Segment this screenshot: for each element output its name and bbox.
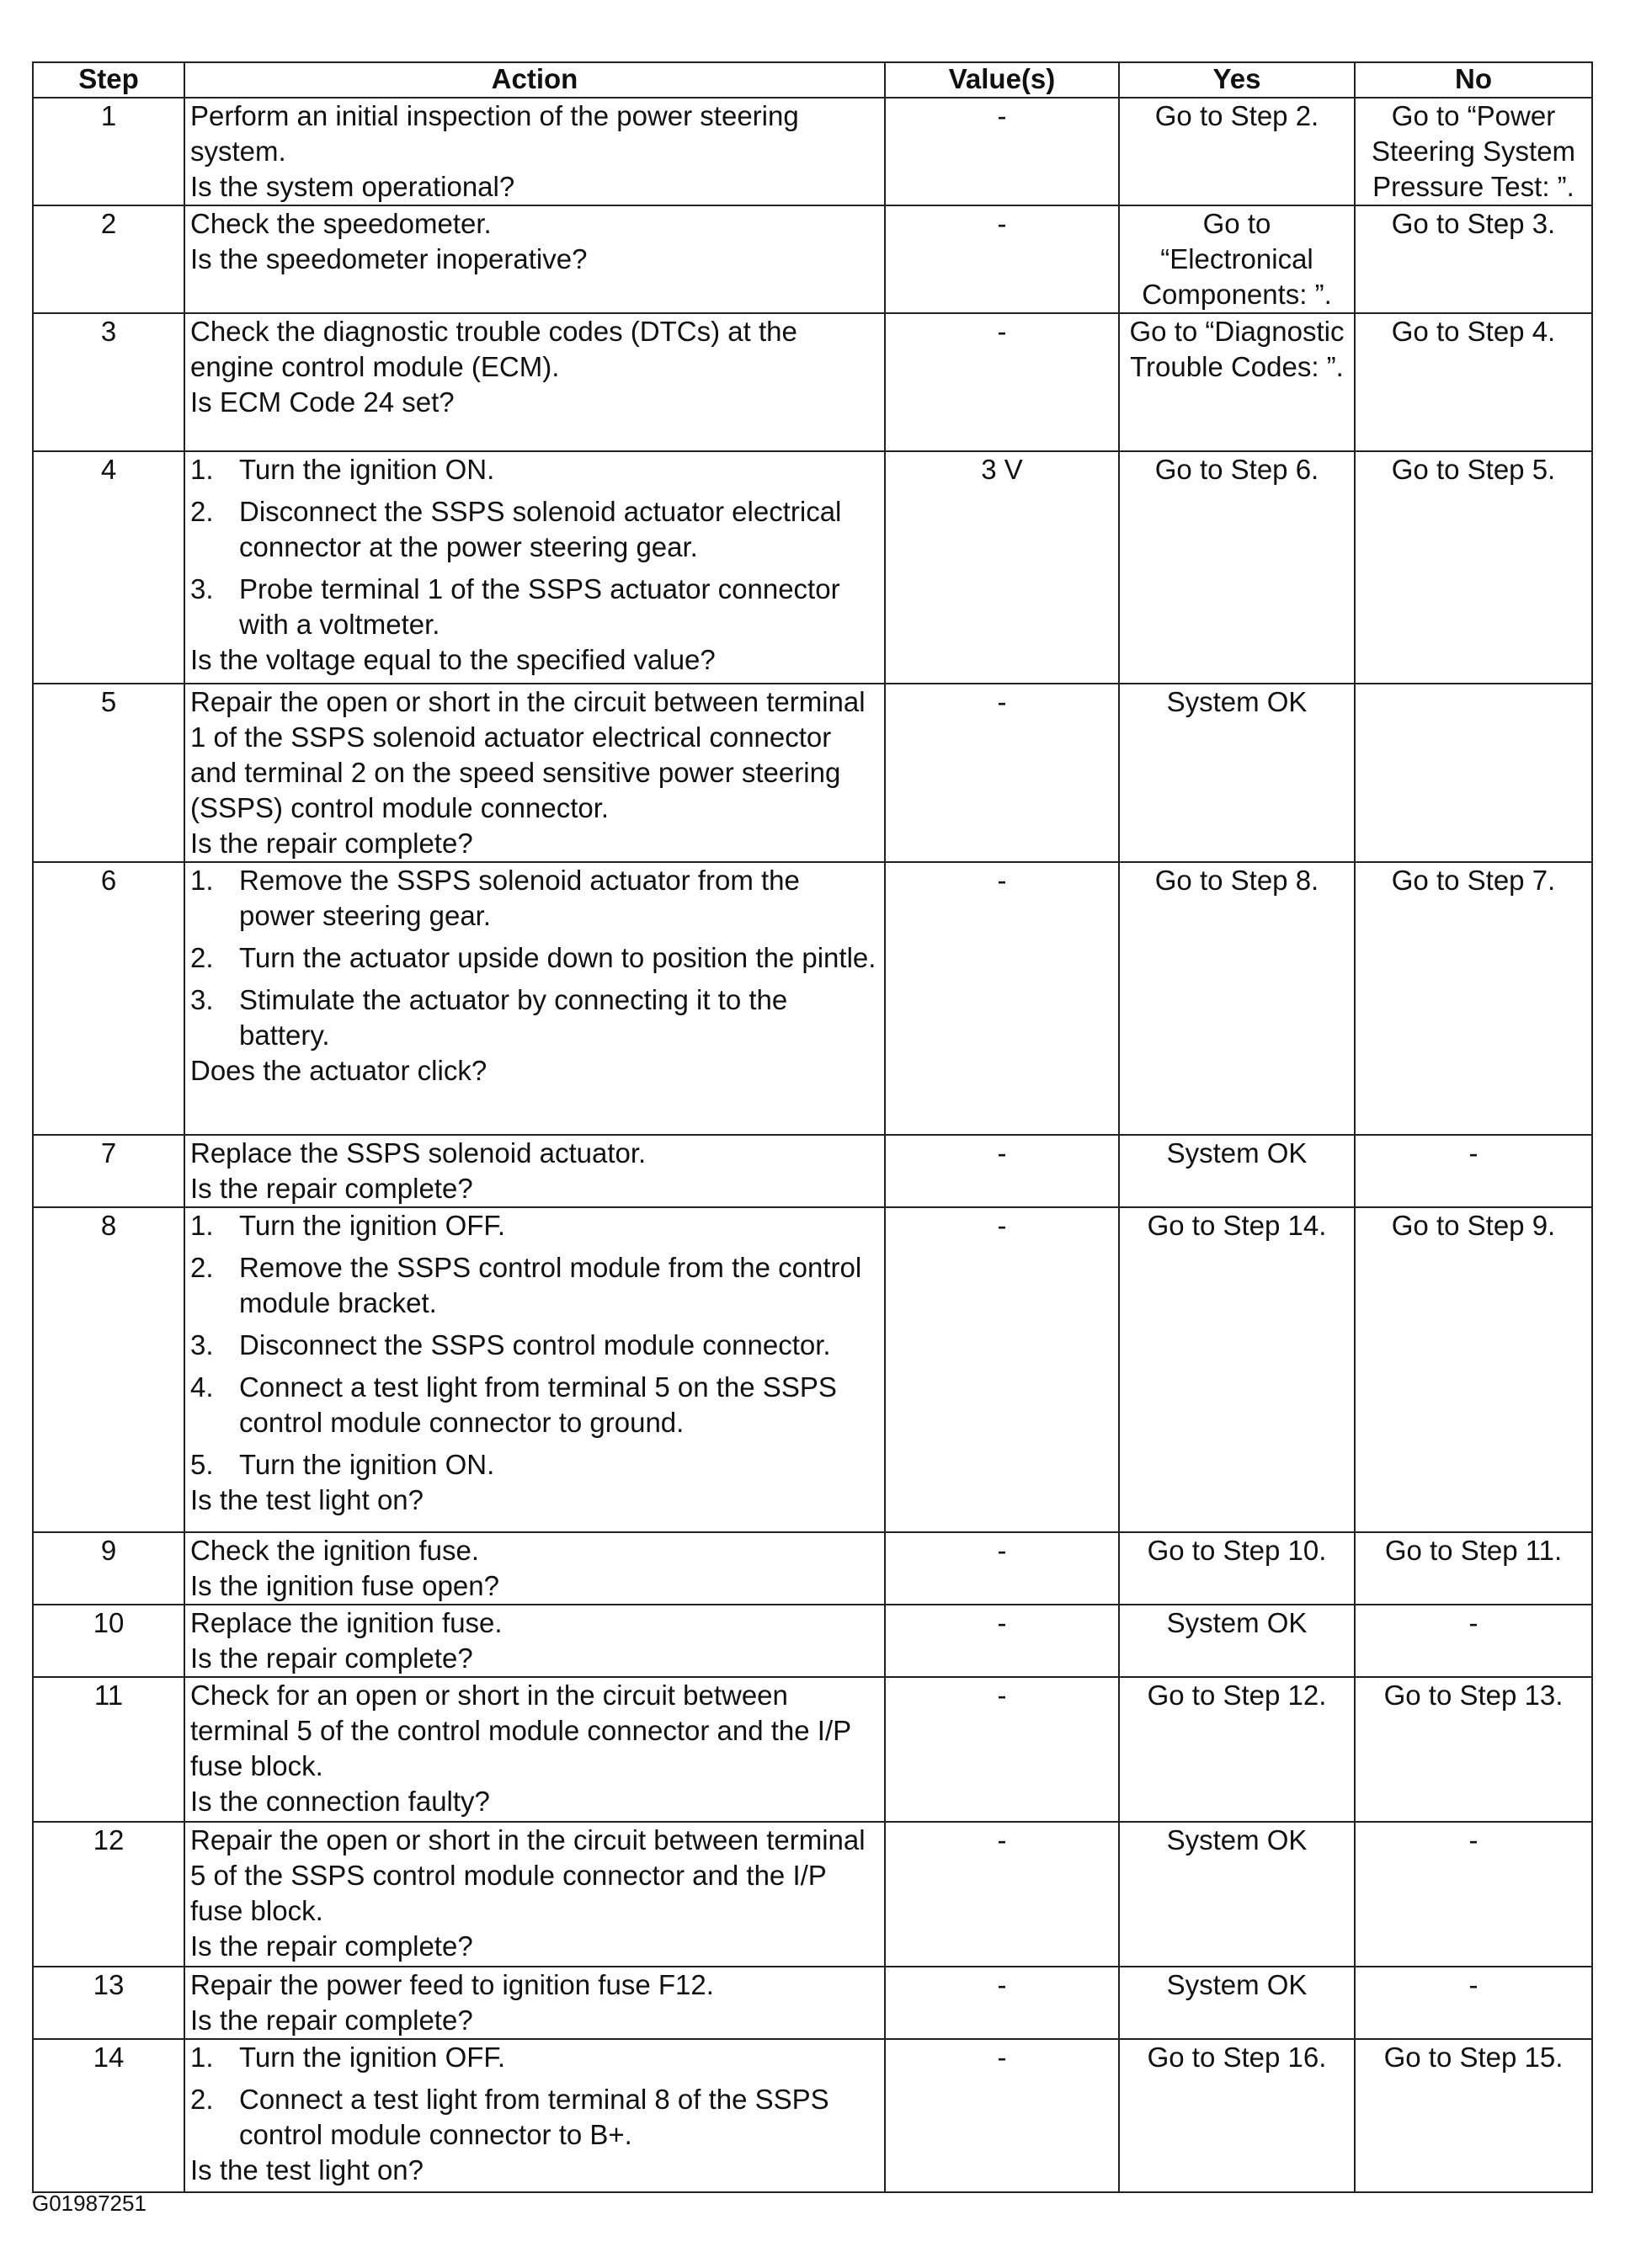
action-step-number: 4. bbox=[190, 1371, 214, 1403]
step-number: 13 bbox=[33, 1967, 184, 2039]
action-text: Repair the open or short in the circuit between terminal 5 of the SSPS control module connector and the I/P fuse block. bbox=[190, 1824, 866, 1926]
header-row bbox=[33, 62, 1592, 98]
action-question: Is the repair complete? bbox=[190, 1930, 473, 1962]
step-number: 10 bbox=[33, 1605, 184, 1677]
action-text: Replace the ignition fuse. bbox=[190, 1607, 503, 1638]
action-step-text: Turn the ignition ON. bbox=[239, 454, 495, 485]
value-cell: - bbox=[885, 2039, 1119, 2192]
action-step-number: 3. bbox=[190, 1329, 214, 1360]
value-cell: - bbox=[885, 1605, 1119, 1677]
action-step-text: Turn the ignition OFF. bbox=[239, 2042, 506, 2073]
value-cell: - bbox=[885, 313, 1119, 451]
value-cell: - bbox=[885, 684, 1119, 862]
no-cell: Go to Step 11. bbox=[1355, 1532, 1592, 1605]
action-question: Is the speedometer inoperative? bbox=[190, 243, 588, 274]
table-row bbox=[33, 1605, 1592, 1677]
action-step-item bbox=[190, 940, 879, 976]
action-question: Is the repair complete? bbox=[190, 1173, 473, 1204]
step-number: 8 bbox=[33, 1207, 184, 1532]
value-cell: - bbox=[885, 862, 1119, 1135]
action-cell bbox=[184, 98, 885, 205]
action-step-item bbox=[190, 1328, 879, 1363]
no-cell: - bbox=[1355, 1967, 1592, 2039]
action-step-number: 3. bbox=[190, 573, 214, 604]
yes-cell: Go to Step 2. bbox=[1119, 98, 1355, 205]
no-cell: - bbox=[1355, 1135, 1592, 1207]
action-cell bbox=[184, 1677, 885, 1822]
action-cell bbox=[184, 1135, 885, 1207]
action-step-item bbox=[190, 1208, 879, 1243]
no-cell: - bbox=[1355, 1822, 1592, 1967]
value-cell: - bbox=[885, 1822, 1119, 1967]
no-cell: Go to Step 3. bbox=[1355, 205, 1592, 313]
table-header bbox=[33, 62, 1592, 98]
action-step-number: 2. bbox=[190, 942, 214, 973]
value-cell: - bbox=[885, 98, 1119, 205]
table-row bbox=[33, 1822, 1592, 1967]
action-question: Is the test light on? bbox=[190, 1484, 424, 1515]
action-question: Is ECM Code 24 set? bbox=[190, 386, 455, 418]
action-steps-list bbox=[190, 452, 879, 642]
action-step-text: Probe terminal 1 of the SSPS actuator connector with a voltmeter. bbox=[239, 573, 840, 640]
yes-cell: System OK bbox=[1119, 1967, 1355, 2039]
step-number: 2 bbox=[33, 205, 184, 313]
action-question: Is the ignition fuse open? bbox=[190, 1570, 499, 1601]
action-question: Does the actuator click? bbox=[190, 1055, 488, 1086]
table-row bbox=[33, 1207, 1592, 1532]
step-number: 14 bbox=[33, 2039, 184, 2192]
step-number: 3 bbox=[33, 313, 184, 451]
value-cell: - bbox=[885, 1135, 1119, 1207]
table-row bbox=[33, 684, 1592, 862]
action-cell bbox=[184, 1207, 885, 1532]
figure-id: G01987251 bbox=[32, 2191, 147, 2216]
action-question: Is the system operational? bbox=[190, 171, 515, 202]
step-number: 12 bbox=[33, 1822, 184, 1967]
yes-cell: Go to “Electronical Components: ”. bbox=[1119, 205, 1355, 313]
action-step-item bbox=[190, 494, 879, 565]
action-step-number: 1. bbox=[190, 1210, 214, 1241]
action-step-text: Turn the ignition ON. bbox=[239, 1449, 495, 1480]
action-text: Repair the power feed to ignition fuse F12. bbox=[190, 1969, 714, 2000]
action-text: Check the speedometer. bbox=[190, 208, 492, 239]
action-text: Check the diagnostic trouble codes (DTCs) at the engine control module (ECM). bbox=[190, 316, 797, 382]
action-step-item bbox=[190, 863, 879, 934]
table-row bbox=[33, 205, 1592, 313]
table-row bbox=[33, 2039, 1592, 2192]
action-step-number: 2. bbox=[190, 2084, 214, 2115]
yes-cell: Go to Step 14. bbox=[1119, 1207, 1355, 1532]
action-step-item bbox=[190, 1370, 879, 1440]
action-question: Is the connection faulty? bbox=[190, 1786, 490, 1817]
no-cell: - bbox=[1355, 1605, 1592, 1677]
action-step-text: Remove the SSPS control module from the control module bracket. bbox=[239, 1252, 862, 1318]
yes-cell: Go to Step 6. bbox=[1119, 451, 1355, 684]
yes-cell: Go to Step 12. bbox=[1119, 1677, 1355, 1822]
action-question: Is the repair complete? bbox=[190, 2004, 473, 2036]
action-step-item bbox=[190, 2040, 879, 2075]
table-row bbox=[33, 1532, 1592, 1605]
action-step-text: Turn the ignition OFF. bbox=[239, 1210, 506, 1241]
header-no: No bbox=[1355, 62, 1592, 98]
table-row bbox=[33, 1967, 1592, 2039]
action-cell bbox=[184, 684, 885, 862]
action-cell bbox=[184, 1532, 885, 1605]
action-step-item bbox=[190, 1447, 879, 1483]
table-row bbox=[33, 862, 1592, 1135]
action-question: Is the test light on? bbox=[190, 2154, 424, 2185]
action-step-text: Remove the SSPS solenoid actuator from the power steering gear. bbox=[239, 865, 800, 931]
action-steps-list bbox=[190, 2040, 879, 2153]
action-step-text: Connect a test light from terminal 5 on the SSPS control module connector to ground. bbox=[239, 1371, 837, 1438]
action-text: Repair the open or short in the circuit between terminal 1 of the SSPS solenoid actuator electrical connector and terminal 2 on the speed sensitive power steering (SSPS) control module connector. bbox=[190, 686, 866, 823]
action-step-number: 2. bbox=[190, 496, 214, 527]
action-cell bbox=[184, 1822, 885, 1967]
table-row bbox=[33, 451, 1592, 684]
action-step-text: Stimulate the actuator by connecting it to the battery. bbox=[239, 984, 788, 1051]
no-cell: Go to Step 5. bbox=[1355, 451, 1592, 684]
header-yes: Yes bbox=[1119, 62, 1355, 98]
step-number: 4 bbox=[33, 451, 184, 684]
table-row bbox=[33, 1135, 1592, 1207]
header-step: Step bbox=[33, 62, 184, 98]
value-cell: - bbox=[885, 1677, 1119, 1822]
action-step-item bbox=[190, 452, 879, 487]
yes-cell: System OK bbox=[1119, 1822, 1355, 1967]
action-text: Check for an open or short in the circuit between terminal 5 of the control module connector and the I/P fuse block. bbox=[190, 1680, 851, 1781]
no-cell bbox=[1355, 684, 1592, 862]
action-question: Is the repair complete? bbox=[190, 828, 473, 859]
action-step-text: Disconnect the SSPS control module connector. bbox=[239, 1329, 831, 1360]
step-number: 5 bbox=[33, 684, 184, 862]
action-question: Is the repair complete? bbox=[190, 1642, 473, 1674]
table-row bbox=[33, 313, 1592, 451]
action-step-number: 1. bbox=[190, 454, 214, 485]
action-cell bbox=[184, 451, 885, 684]
value-cell: - bbox=[885, 205, 1119, 313]
header-values: Value(s) bbox=[885, 62, 1119, 98]
action-cell bbox=[184, 1967, 885, 2039]
action-step-number: 3. bbox=[190, 984, 214, 1015]
yes-cell: System OK bbox=[1119, 1135, 1355, 1207]
diagnostic-table bbox=[32, 61, 1593, 2193]
header-action: Action bbox=[184, 62, 885, 98]
no-cell: Go to Step 9. bbox=[1355, 1207, 1592, 1532]
no-cell: Go to Step 13. bbox=[1355, 1677, 1592, 1822]
action-step-text: Disconnect the SSPS solenoid actuator electrical connector at the power steering gear. bbox=[239, 496, 842, 562]
yes-cell: Go to Step 8. bbox=[1119, 862, 1355, 1135]
action-step-item bbox=[190, 2082, 879, 2153]
action-step-text: Connect a test light from terminal 8 of the SSPS control module connector to B+. bbox=[239, 2084, 829, 2150]
action-step-item bbox=[190, 1250, 879, 1321]
action-step-item bbox=[190, 572, 879, 642]
yes-cell: System OK bbox=[1119, 684, 1355, 862]
value-cell: - bbox=[885, 1207, 1119, 1532]
action-step-number: 1. bbox=[190, 2042, 214, 2073]
action-cell bbox=[184, 2039, 885, 2192]
yes-cell: Go to Step 16. bbox=[1119, 2039, 1355, 2192]
step-number: 6 bbox=[33, 862, 184, 1135]
action-step-number: 2. bbox=[190, 1252, 214, 1283]
action-step-number: 1. bbox=[190, 865, 214, 896]
table-row bbox=[33, 98, 1592, 205]
no-cell: Go to Step 15. bbox=[1355, 2039, 1592, 2192]
action-steps-list bbox=[190, 863, 879, 1053]
step-number: 1 bbox=[33, 98, 184, 205]
action-steps-list bbox=[190, 1208, 879, 1483]
step-number: 9 bbox=[33, 1532, 184, 1605]
action-step-number: 5. bbox=[190, 1449, 214, 1480]
action-cell bbox=[184, 862, 885, 1135]
yes-cell: Go to Step 10. bbox=[1119, 1532, 1355, 1605]
action-text: Check the ignition fuse. bbox=[190, 1535, 480, 1566]
action-step-item bbox=[190, 982, 879, 1053]
no-cell: Go to Step 4. bbox=[1355, 313, 1592, 451]
no-cell: Go to “Power Steering System Pressure Test: ”. bbox=[1355, 98, 1592, 205]
yes-cell: System OK bbox=[1119, 1605, 1355, 1677]
action-text: Replace the SSPS solenoid actuator. bbox=[190, 1137, 647, 1169]
table-body bbox=[33, 98, 1592, 2192]
action-text: Perform an initial inspection of the power steering system. bbox=[190, 100, 799, 167]
value-cell: - bbox=[885, 1532, 1119, 1605]
action-question: Is the voltage equal to the specified value? bbox=[190, 644, 716, 675]
no-cell: Go to Step 7. bbox=[1355, 862, 1592, 1135]
action-step-text: Turn the actuator upside down to position the pintle. bbox=[239, 942, 876, 973]
value-cell: 3 V bbox=[885, 451, 1119, 684]
action-cell bbox=[184, 1605, 885, 1677]
step-number: 11 bbox=[33, 1677, 184, 1822]
step-number: 7 bbox=[33, 1135, 184, 1207]
action-cell bbox=[184, 313, 885, 451]
action-cell bbox=[184, 205, 885, 313]
table-row bbox=[33, 1677, 1592, 1822]
value-cell: - bbox=[885, 1967, 1119, 2039]
yes-cell: Go to “Diagnostic Trouble Codes: ”. bbox=[1119, 313, 1355, 451]
